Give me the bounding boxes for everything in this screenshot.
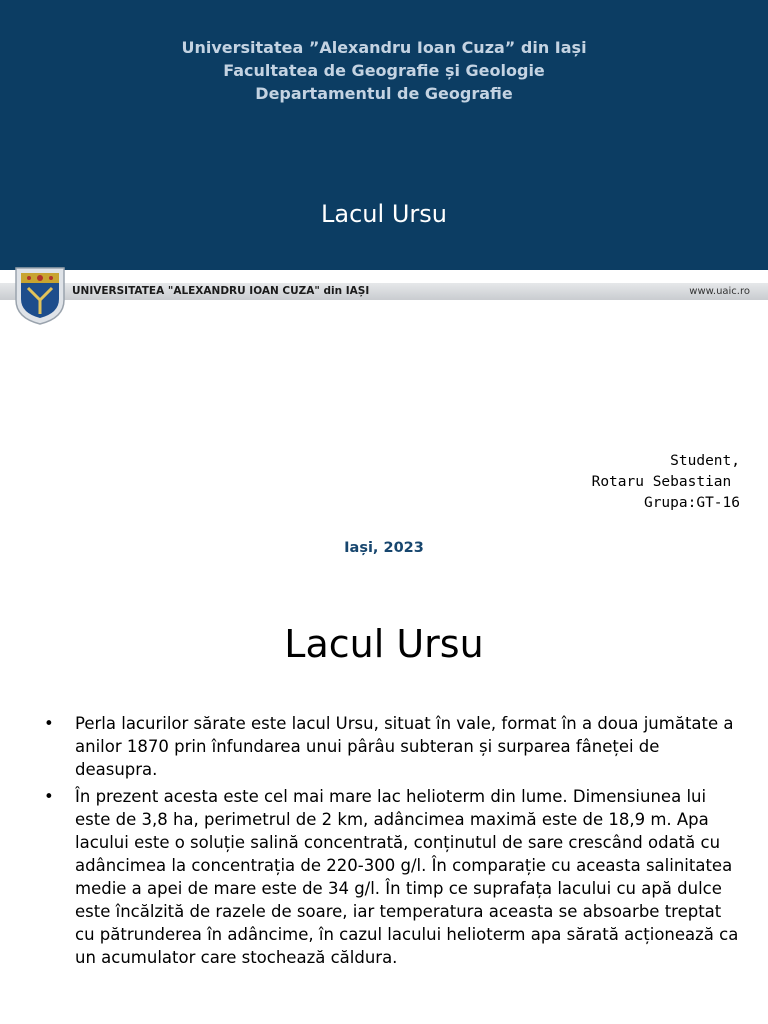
bullet-list bbox=[44, 712, 744, 973]
student-group: Grupa:GT-16 bbox=[643, 495, 740, 511]
university-name: Universitatea ”Alexandru Ioan Cuza” din Iași bbox=[181, 38, 587, 57]
faculty-name: Facultatea de Geografie și Geologie bbox=[223, 61, 545, 80]
place-date: Iași, 2023 bbox=[344, 540, 424, 556]
student-name: Rotaru Sebastian bbox=[591, 474, 740, 490]
university-crest-icon bbox=[12, 266, 68, 326]
student-info bbox=[592, 451, 740, 514]
institution-header bbox=[0, 36, 768, 105]
student-label: Student, bbox=[670, 453, 740, 469]
content-slide bbox=[0, 576, 768, 1024]
bullet-item: • Perla lacurilor sărate este lacul Ursu, situat în vale, format în a doua jumătate a anilor 1870 prin înfundarea unui pârâu subteran și surparea fâneței de deasupra. bbox=[44, 712, 744, 781]
department-name: Departamentul de Geografie bbox=[255, 84, 513, 103]
content-title: Lacul Ursu bbox=[284, 622, 484, 666]
slide-title: Lacul Ursu bbox=[321, 200, 447, 228]
strip-website: www.uaic.ro bbox=[689, 286, 750, 297]
strip-university-name: UNIVERSITATEA "ALEXANDRU IOAN CUZA" din IAȘI bbox=[72, 285, 370, 297]
bullet-item: • În prezent acesta este cel mai mare lac helioterm din lume. Dimensiunea lui este de 3,8 ha, perimetrul de 2 km, adâncimea maximă este de 18,9 m. Apa lacului este o soluție salină concentrată, conținutul de sare crescând odată cu adâncimea la concentrația de 220-300 g/l. În comparație cu aceasta salinitatea medie a apei de mare este de 34 g/l. În timp ce suprafața lacului cu apă dulce este încălzită de razele de soare, iar temperatura aceasta se absoarbe treptat cu pătrunderea în adâncime, în cazul lacului helioterm apa sărată acționează ca un acumulator care stochează căldura. bbox=[44, 785, 744, 969]
